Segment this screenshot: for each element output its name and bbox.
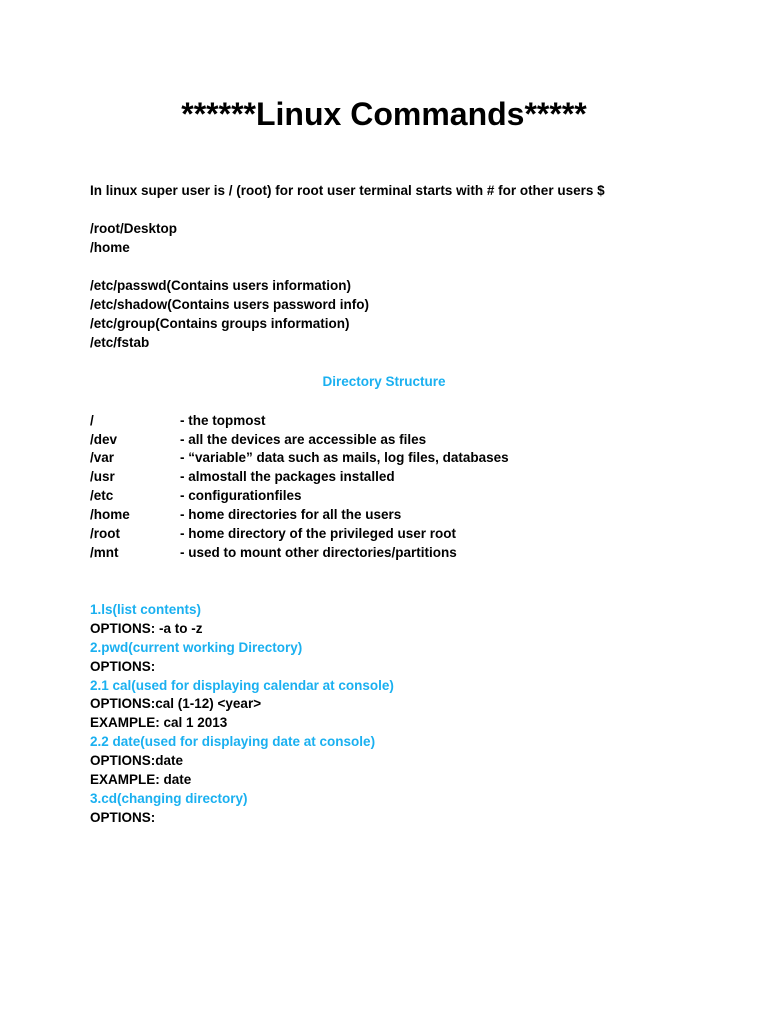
directory-row bbox=[90, 430, 426, 449]
command-options: OPTIONS:date bbox=[90, 753, 184, 768]
page-title: ******Linux Commands***** bbox=[181, 96, 587, 132]
command-heading: 2.2 date(used for displaying date at console) bbox=[90, 734, 376, 749]
directory-path: /home bbox=[90, 507, 130, 522]
command-example: EXAMPLE: date bbox=[90, 772, 192, 787]
directory-desc: - almostall the packages installed bbox=[180, 469, 395, 484]
directory-row bbox=[90, 486, 302, 505]
directory-desc: - used to mount other directories/partitions bbox=[180, 545, 457, 560]
command-heading: 1.ls(list contents) bbox=[90, 602, 202, 617]
directory-row bbox=[90, 505, 401, 524]
command-heading: 3.cd(changing directory) bbox=[90, 791, 248, 806]
directory-desc: - home directory of the privileged user root bbox=[180, 526, 457, 541]
directory-path: /root bbox=[90, 526, 120, 541]
directory-path: /dev bbox=[90, 432, 118, 447]
directory-desc: - the topmost bbox=[180, 413, 266, 428]
etc-line: /etc/shadow(Contains users password info) bbox=[90, 297, 370, 312]
directory-path: /etc bbox=[90, 488, 114, 503]
path-line: /home bbox=[90, 240, 130, 255]
directory-desc: - “variable” data such as mails, log files, databases bbox=[180, 450, 509, 465]
command-example: EXAMPLE: cal 1 2013 bbox=[90, 715, 228, 730]
etc-line: /etc/group(Contains groups information) bbox=[90, 316, 350, 331]
directory-path: /var bbox=[90, 450, 115, 465]
directory-path: /mnt bbox=[90, 545, 119, 560]
directory-desc: - all the devices are accessible as files bbox=[180, 432, 427, 447]
command-options: OPTIONS: bbox=[90, 810, 156, 825]
command-heading: 2.pwd(current working Directory) bbox=[90, 640, 303, 655]
command-options: OPTIONS: -a to -z bbox=[90, 621, 203, 636]
directory-row bbox=[90, 411, 266, 430]
command-options: OPTIONS: bbox=[90, 659, 156, 674]
directory-path: /usr bbox=[90, 469, 115, 484]
directory-row bbox=[90, 448, 509, 467]
command-options: OPTIONS:cal (1-12) <year> bbox=[90, 696, 262, 711]
directory-desc: - configurationfiles bbox=[180, 488, 302, 503]
etc-line: /etc/fstab bbox=[90, 335, 150, 350]
etc-line: /etc/passwd(Contains users information) bbox=[90, 278, 352, 293]
directory-row bbox=[90, 524, 456, 543]
command-heading: 2.1 cal(used for displaying calendar at console) bbox=[90, 678, 394, 693]
intro-text: In linux super user is / (root) for root user terminal starts with # for other users $ bbox=[90, 183, 605, 198]
directory-row bbox=[90, 543, 457, 562]
directory-row bbox=[90, 467, 395, 486]
directory-path: / bbox=[90, 413, 94, 428]
directory-structure-heading: Directory Structure bbox=[322, 374, 446, 389]
path-line: /root/Desktop bbox=[90, 221, 178, 236]
directory-desc: - home directories for all the users bbox=[180, 507, 402, 522]
